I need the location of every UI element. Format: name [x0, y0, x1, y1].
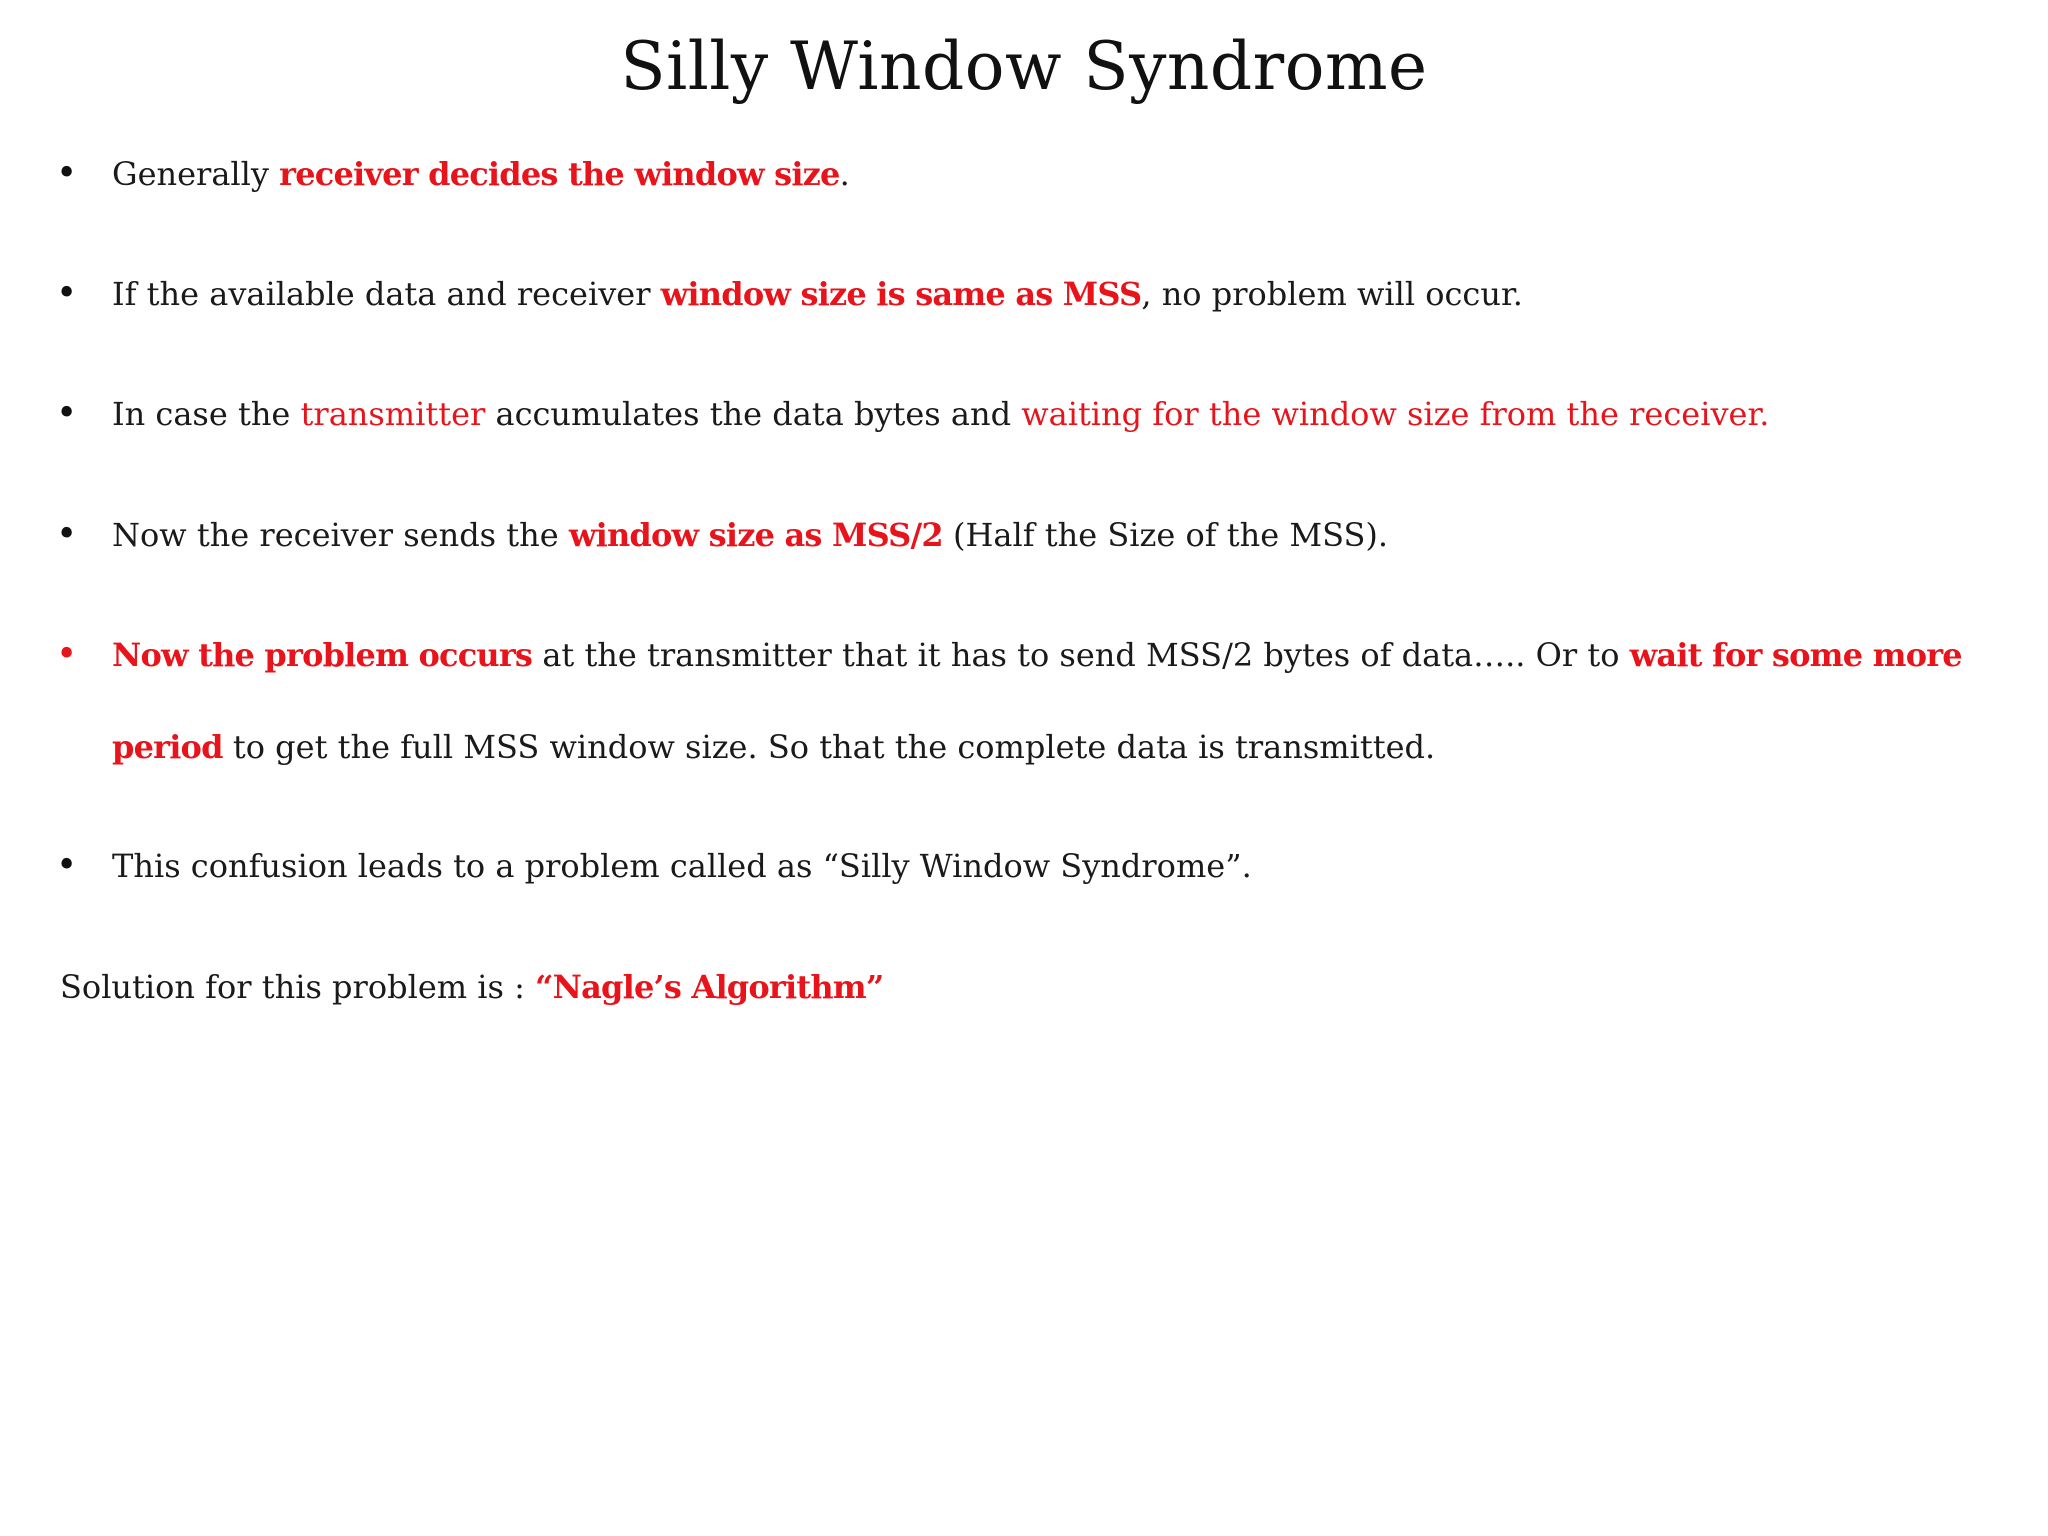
bullet-text: Now the receiver sends the [112, 516, 569, 554]
bullet-highlight: transmitter [300, 395, 486, 433]
bullet-dot-icon: • [56, 634, 78, 675]
bullet-text: Generally [112, 155, 280, 193]
bullet-item [56, 128, 1992, 220]
bullet-text: , no problem will occur. [1141, 275, 1523, 313]
bullet-text: at the transmitter that it has to send MSS/2 bytes of data….. Or to [532, 636, 1630, 674]
bullet-highlight: waiting for the window size from the receiver. [1021, 395, 1770, 433]
bullet-text: In case the [112, 395, 301, 433]
bullet-text: accumulates the data bytes and [485, 395, 1022, 433]
bullet-highlight: receiver decides the window size [279, 155, 840, 193]
bullet-highlight: window size as MSS/2 [568, 516, 943, 554]
solution-highlight: “Nagle’s Algorithm” [535, 968, 884, 1006]
bullet-highlight: window size is same as MSS [660, 275, 1142, 313]
bullet-text: (Half the Size of the MSS). [942, 516, 1389, 554]
bullet-item [56, 248, 1992, 340]
bullet-dot-icon: • [56, 393, 78, 434]
slide-title: Silly Window Syndrome [620, 28, 1428, 105]
bullet-item [56, 368, 1992, 460]
bullet-text: . [839, 155, 850, 193]
bullet-text: If the available data and receiver [112, 275, 661, 313]
bullet-item [56, 820, 1992, 912]
solution-label: Solution for this problem is : [60, 968, 536, 1006]
bullet-highlight: Now the problem occurs [112, 636, 533, 674]
bullet-item [56, 489, 1992, 581]
bullet-dot-icon: • [56, 153, 78, 194]
bullet-dot-icon: • [56, 845, 78, 886]
bullet-text: This confusion leads to a problem called as “Silly Window Syndrome”. [112, 847, 1252, 885]
bullet-item [56, 609, 1992, 793]
bullet-highlight: wait for some more period [112, 636, 1962, 766]
bullet-dot-icon: • [56, 514, 78, 555]
bullet-text: to get the full MSS window size. So that the complete data is transmitted. [222, 728, 1436, 766]
bullet-dot-icon: • [56, 273, 78, 314]
solution-line [60, 941, 883, 1033]
